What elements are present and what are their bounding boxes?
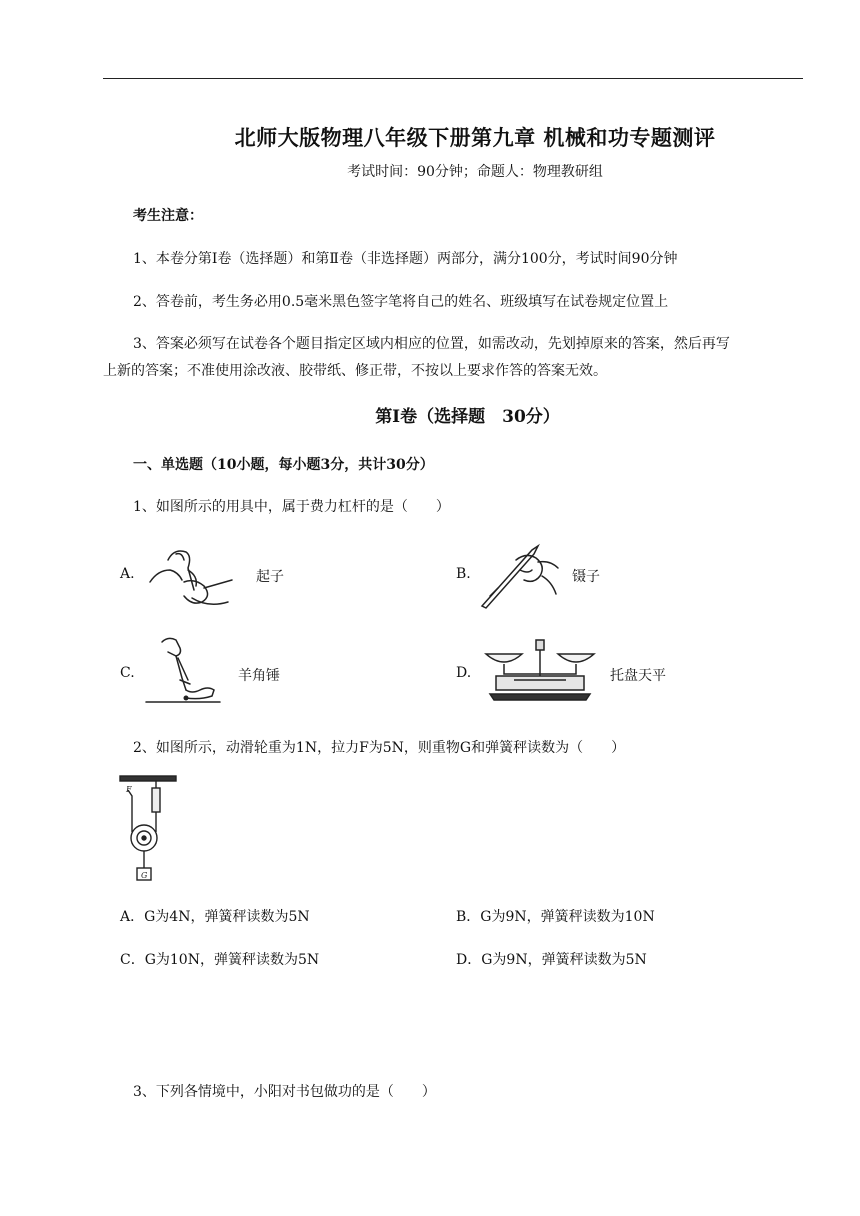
notice-item-3: 3、答案必须写在试卷各个题目指定区域内相应的位置，如需改动，先划掉原来的答案，然后再写 [133,336,730,352]
q1-option-b-letter: B. [456,566,471,582]
question-2-stem: 2、如图所示，动滑轮重为1N，拉力F为5N，则重物G和弹簧秤读数为（ ） [133,740,626,756]
q1-option-c-letter: C. [120,665,135,681]
balance-scale-icon [484,636,596,708]
q1-option-d-letter: D. [456,665,472,681]
question-1-stem: 1、如图所示的用具中，属于费力杠杆的是（ ） [133,499,450,515]
q1-option-d-text: 托盘天平 [610,668,666,684]
bottle-opener-icon [148,540,240,612]
pulley-system-figure [120,776,176,884]
claw-hammer-icon [146,634,222,706]
q2-option-d: D．G为9N，弹簧秤读数为5N [456,952,647,968]
force-label: F [126,785,132,794]
notice-item-3-cont: 上新的答案；不准使用涂改液、胶带纸、修正带，不按以上要求作答的答案无效。 [103,363,607,379]
weight-label: G [141,871,148,880]
section-title: 第Ⅰ卷（选择题 30分） [375,407,560,427]
notice-item-1: 1、本卷分第Ⅰ卷（选择题）和第Ⅱ卷（非选择题）两部分，满分100分，考试时间90分钟 [133,251,678,267]
notice-item-2: 2、答卷前，考生务必用0.5毫米黑色签字笔将自己的姓名、班级填写在试卷规定位置上 [133,294,669,310]
q2-option-a: A．G为4N，弹簧秤读数为5N [120,909,310,925]
exam-info: 考试时间：90分钟；命题人：物理教研组 [347,164,603,180]
part-heading: 一、单选题（10小题，每小题3分，共计30分） [133,457,434,473]
q1-option-a-text: 起子 [256,569,284,585]
header-rule [103,78,803,79]
q2-option-c: C．G为10N，弹簧秤读数为5N [120,952,320,968]
q1-option-c-text: 羊角锤 [238,668,280,684]
notice-heading: 考生注意： [133,208,203,224]
page-title: 北师大版物理八年级下册第九章 机械和功专题测评 [234,125,716,150]
q1-option-b-text: 镊子 [572,569,600,585]
question-3-stem: 3、下列各情境中，小阳对书包做功的是（ ） [133,1084,436,1100]
q2-option-b: B．G为9N，弹簧秤读数为10N [456,909,655,925]
q1-option-a-letter: A. [120,566,135,582]
tweezers-icon [476,540,566,612]
